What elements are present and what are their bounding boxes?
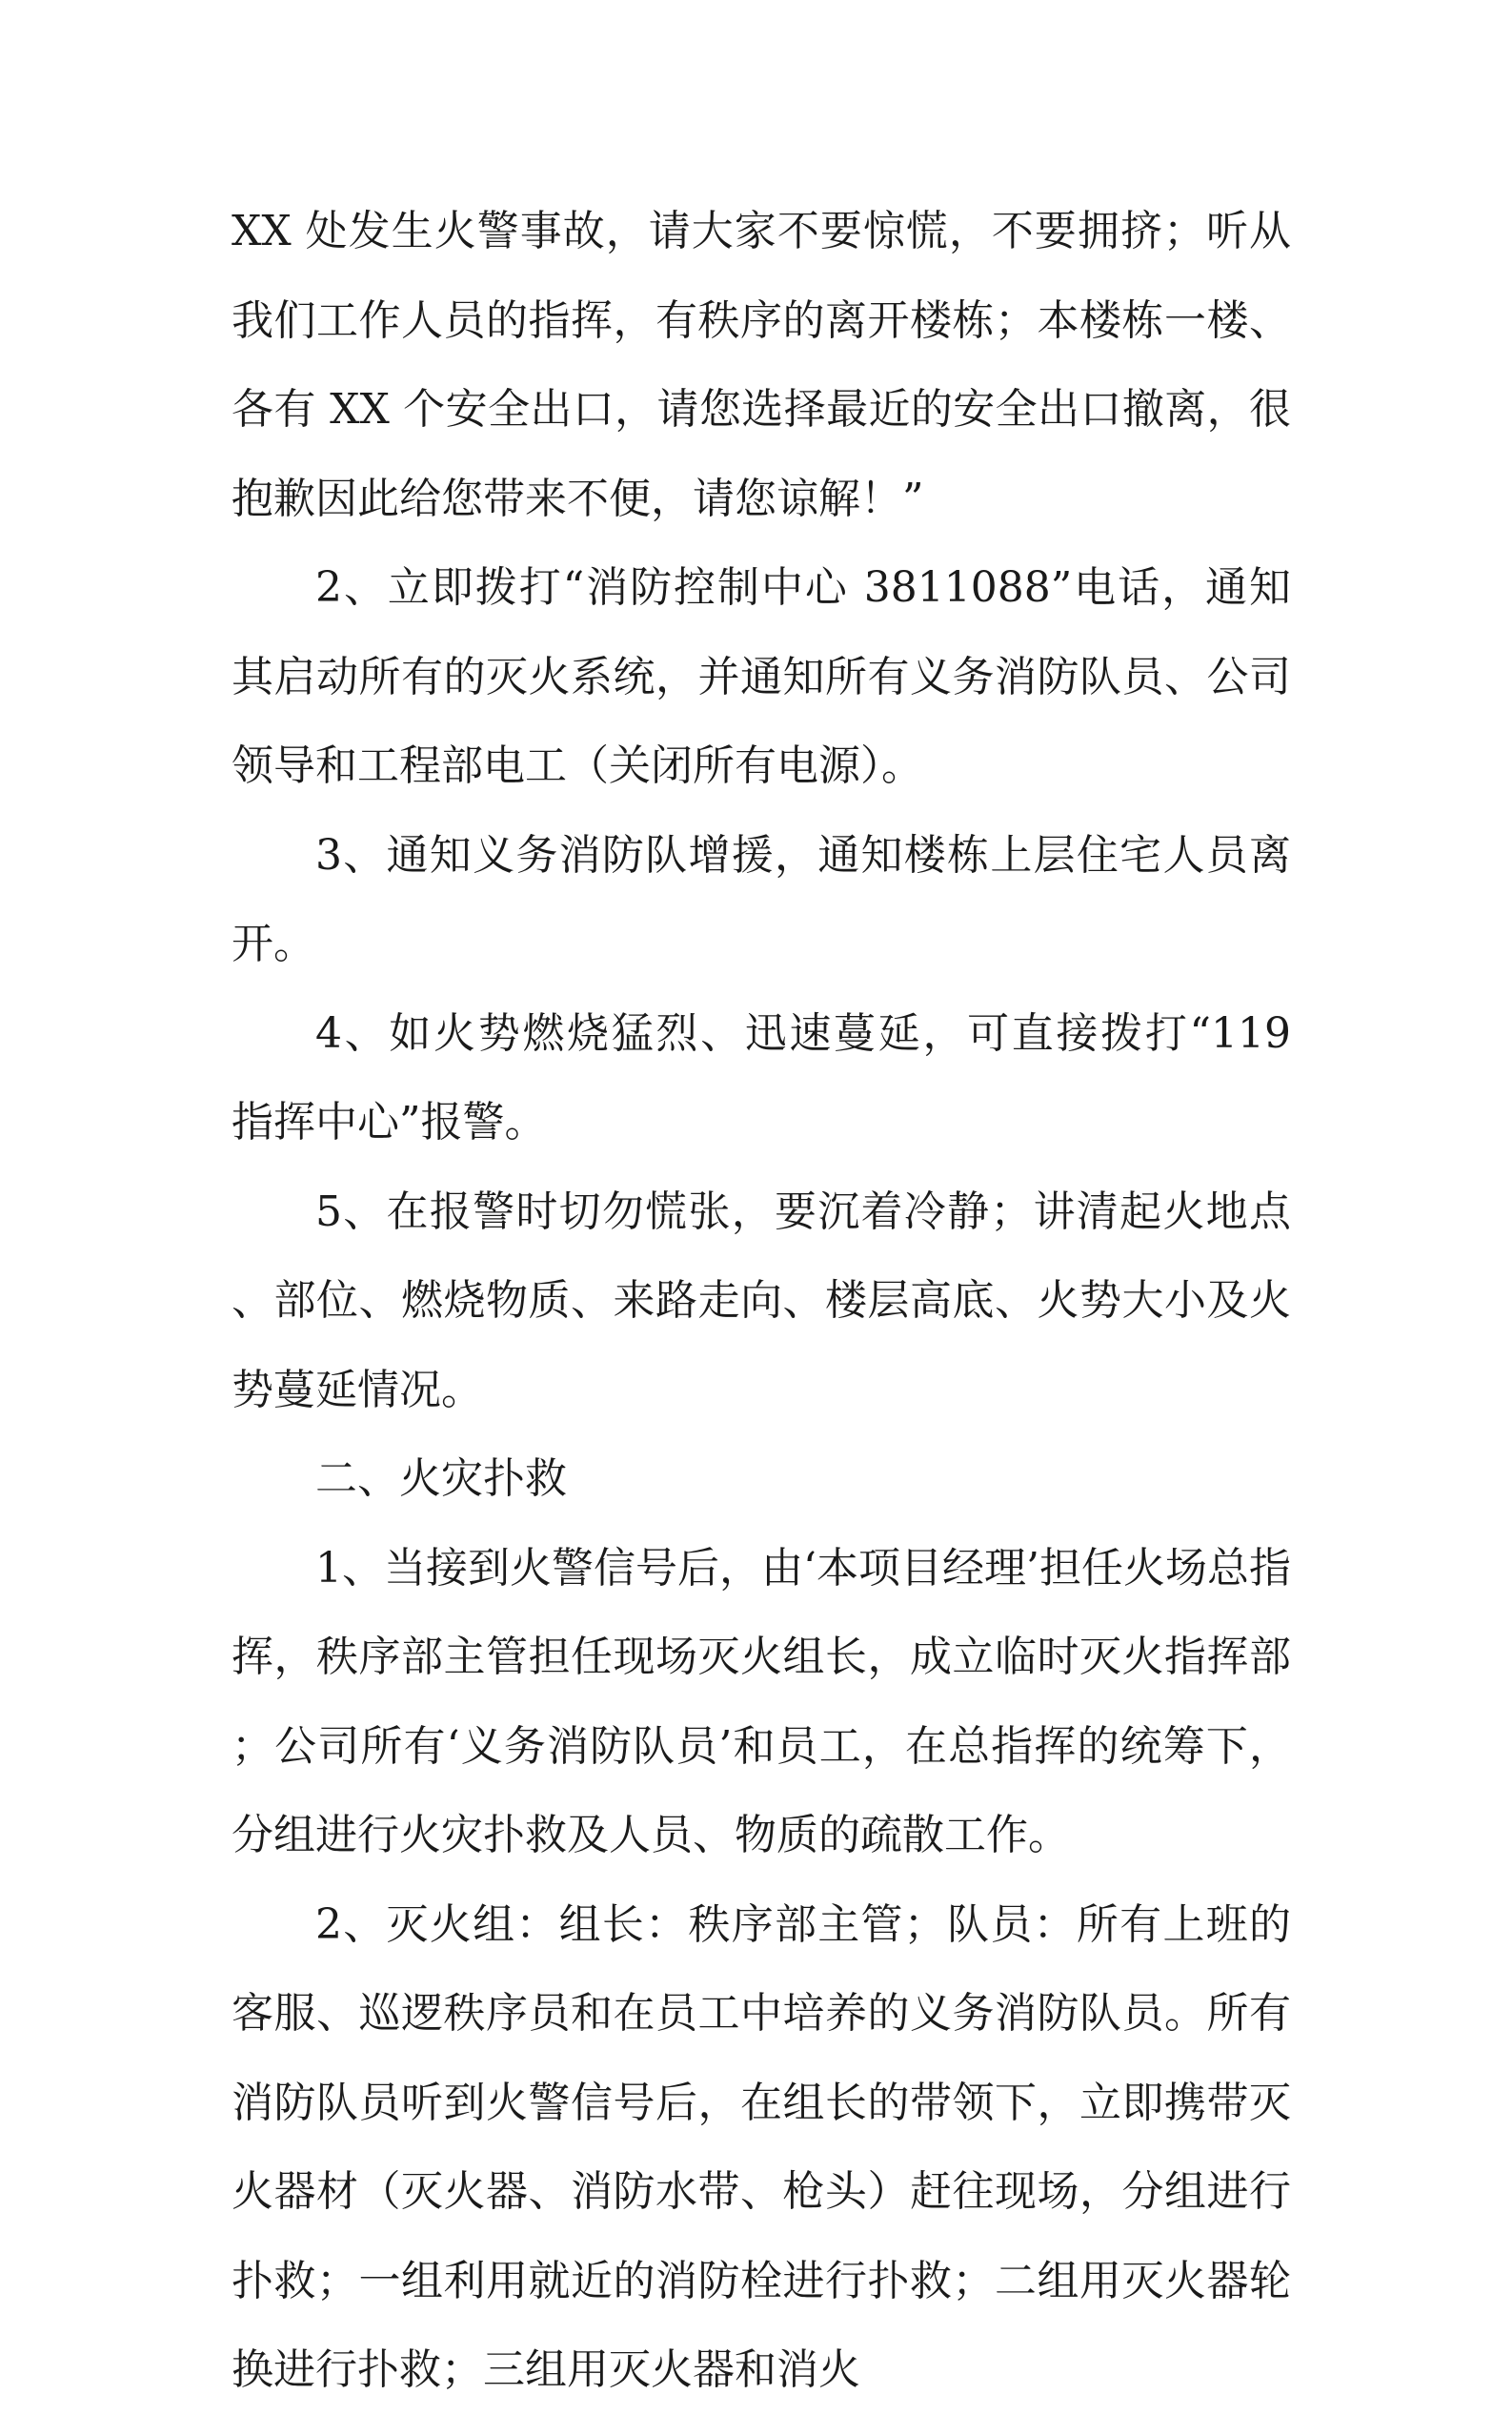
paragraph-item-5: 5、在报警时切勿慌张，要沉着冷静；讲清起火地点、部位、燃烧物质、来路走向、楼层高底、火势大小及火势蔓延情况。 [232, 1187, 1291, 1414]
paragraph-item-2: 2、立即拨打“消防控制中心 3811088”电话，通知其启动所有的灭火系统，并通知所有义务消防队员、公司领导和工程部电工（关闭所有电源）。 [232, 563, 1291, 790]
section-heading: 二、火灾扑救 [315, 1454, 567, 1503]
paragraph-item-4: 4、如火势燃烧猛烈、迅速蔓延，可直接拨打“119 指挥中心”报警。 [232, 1008, 1291, 1147]
document-body [232, 187, 1291, 2415]
paragraph-item-3: 3、通知义务消防队增援，通知楼栋上层住宅人员离开。 [232, 830, 1291, 968]
paragraph-item-2b: 2、灭火组：组长：秩序部主管；队员：所有上班的客服、巡逻秩序员和在员工中培养的义务消防队员。所有消防队员听到火警信号后，在组长的带领下，立即携带灭火器材（灭火器、消防水带、枪头）赶往现场，分组进行扑救；一组利用就近的消防栓进行扑救；二组用灭火器轮换进行扑救；三组用灭火器和消火 [232, 1899, 1291, 2394]
paragraph-continuation: XX 处发生火警事故，请大家不要惊慌，不要拥挤；听从我们工作人员的指挥，有秩序的离开楼栋；本楼栋一楼、各有 XX 个安全出口，请您选择最近的安全出口撤离，很抱歉因此给您带来不便，请您谅解！” [232, 207, 1291, 523]
paragraph-item-1: 1、当接到火警信号后，由‘本项目经理’担任火场总指挥，秩序部主管担任现场灭火组长，成立临时灭火指挥部；公司所有‘义务消防队员’和员工，在总指挥的统筹下，分组进行火灾扑救及人员、物质的疏散工作。 [232, 1543, 1291, 1859]
